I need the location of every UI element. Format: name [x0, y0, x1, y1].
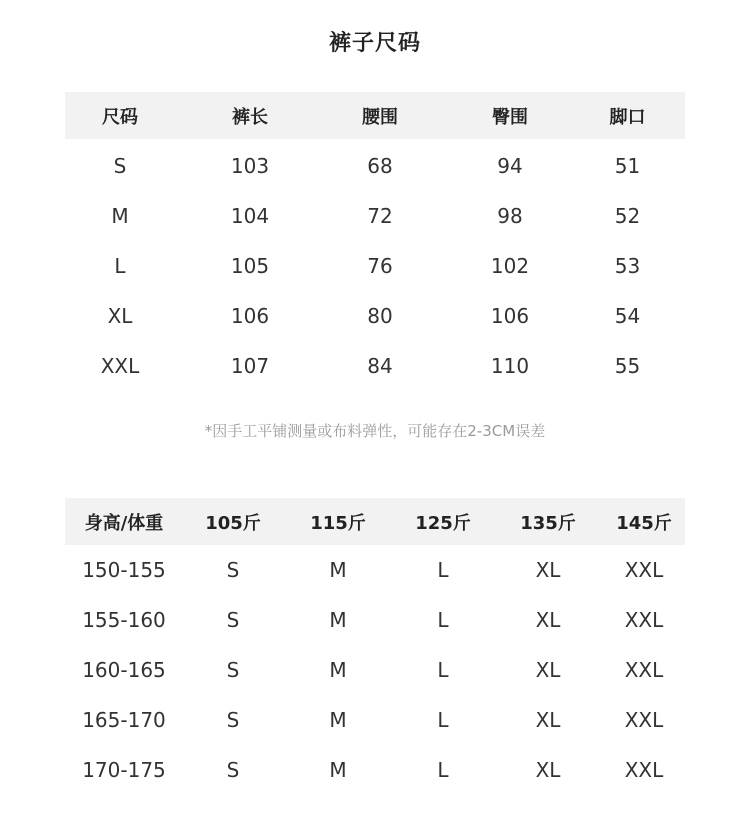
cell-size: XXL — [624, 608, 664, 632]
cell-length: 107 — [230, 354, 270, 378]
size-chart-table — [65, 92, 685, 391]
cell-hem: 55 — [614, 354, 641, 378]
table-row — [65, 341, 685, 391]
cell-size: XL — [535, 708, 561, 732]
recommendation-header-row — [65, 498, 685, 545]
header-weight-115: 115斤 — [310, 512, 366, 534]
cell-size: M — [111, 204, 129, 228]
header-weight-125: 125斤 — [415, 512, 471, 534]
cell-size: S — [226, 758, 240, 782]
cell-size: XXL — [100, 354, 140, 378]
table-row — [65, 595, 685, 645]
table-row — [65, 241, 685, 291]
cell-size: M — [329, 608, 347, 632]
cell-height-range: 150-155 — [82, 558, 166, 582]
table-row — [65, 695, 685, 745]
cell-size: M — [329, 758, 347, 782]
cell-size: S — [226, 608, 240, 632]
cell-size: M — [329, 708, 347, 732]
cell-hem: 52 — [614, 204, 641, 228]
cell-height-range: 170-175 — [82, 758, 166, 782]
header-waist: 腰围 — [362, 106, 398, 128]
measurement-note: *因手工平铺测量或布料弹性，可能存在2-3CM误差 — [204, 422, 546, 440]
cell-size: S — [226, 558, 240, 582]
cell-size: XXL — [624, 658, 664, 682]
cell-hem: 51 — [614, 154, 641, 178]
cell-hip: 106 — [490, 304, 530, 328]
header-hem: 脚口 — [609, 106, 646, 128]
table-row — [65, 191, 685, 241]
cell-size: XL — [107, 304, 133, 328]
cell-size: L — [437, 658, 449, 682]
cell-size: XL — [535, 758, 561, 782]
cell-size: S — [226, 658, 240, 682]
table-row — [65, 745, 685, 795]
cell-waist: 72 — [367, 204, 393, 228]
cell-size: M — [329, 558, 347, 582]
header-length: 裤长 — [232, 106, 268, 128]
header-weight-105: 105斤 — [205, 512, 261, 534]
cell-hem: 53 — [614, 254, 641, 278]
cell-size: L — [437, 608, 449, 632]
cell-hip: 110 — [490, 354, 530, 378]
table-row — [65, 291, 685, 341]
cell-size: XXL — [624, 558, 664, 582]
cell-length: 106 — [230, 304, 270, 328]
cell-size: L — [437, 708, 449, 732]
cell-size: XL — [535, 608, 561, 632]
cell-size: M — [329, 658, 347, 682]
size-recommendation-table — [65, 498, 685, 795]
cell-size: XL — [535, 558, 561, 582]
cell-size: XXL — [624, 758, 664, 782]
header-weight-135: 135斤 — [520, 512, 576, 534]
header-hip: 臀围 — [492, 106, 528, 128]
cell-waist: 84 — [367, 354, 393, 378]
cell-height-range: 155-160 — [82, 608, 166, 632]
cell-hip: 98 — [497, 204, 523, 228]
table-row — [65, 141, 685, 191]
page-title: 裤子尺码 — [328, 31, 421, 56]
header-size: 尺码 — [102, 106, 138, 128]
cell-length: 103 — [230, 154, 270, 178]
cell-hip: 102 — [490, 254, 530, 278]
cell-waist: 68 — [367, 154, 393, 178]
cell-hem: 54 — [614, 304, 641, 328]
cell-size: L — [437, 558, 449, 582]
cell-size: L — [437, 758, 449, 782]
header-weight-145: 145斤 — [616, 512, 672, 534]
cell-size: S — [113, 154, 127, 178]
table-row — [65, 545, 685, 595]
cell-height-range: 165-170 — [82, 708, 166, 732]
cell-waist: 80 — [367, 304, 393, 328]
size-chart-header-row — [65, 92, 685, 139]
header-height-weight: 身高/体重 — [84, 512, 164, 534]
cell-size: S — [226, 708, 240, 732]
cell-size: L — [114, 254, 126, 278]
cell-length: 105 — [230, 254, 270, 278]
cell-size: XL — [535, 658, 561, 682]
table-row — [65, 645, 685, 695]
cell-height-range: 160-165 — [82, 658, 166, 682]
cell-size: XXL — [624, 708, 664, 732]
cell-hip: 94 — [497, 154, 523, 178]
cell-waist: 76 — [367, 254, 393, 278]
cell-length: 104 — [230, 204, 270, 228]
